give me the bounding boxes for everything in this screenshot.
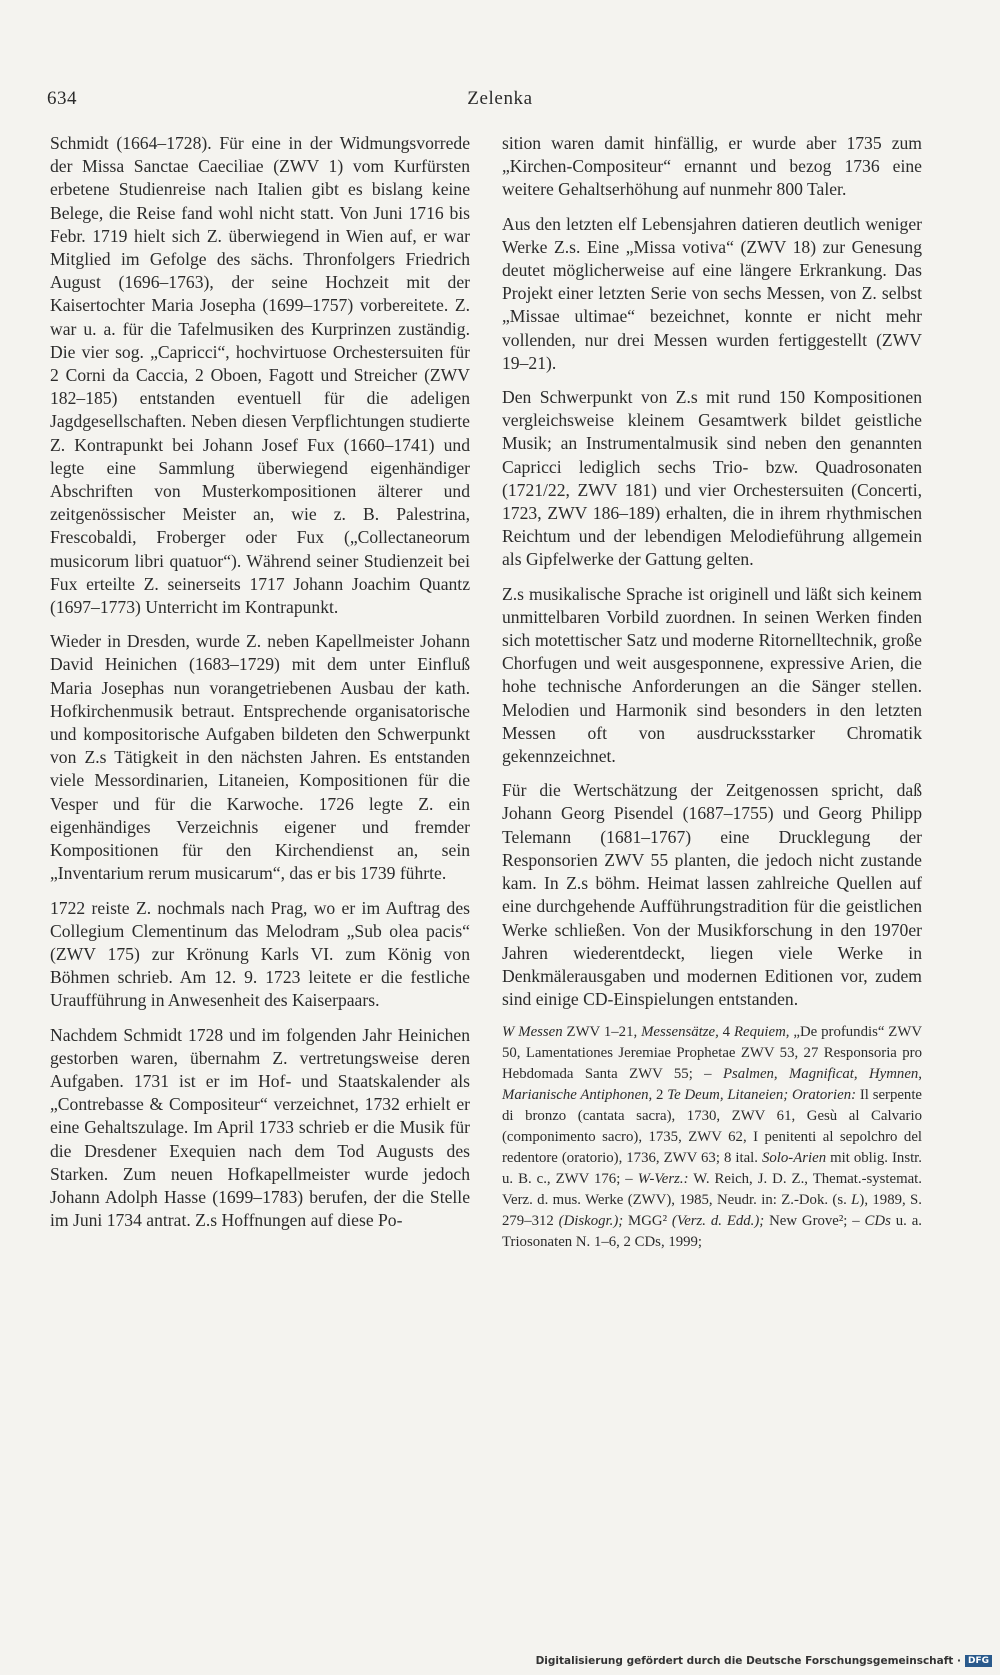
footer-text: Digitalisierung gefördert durch die Deutsche Forschungsgemeinschaft · bbox=[535, 1655, 961, 1667]
paragraph: 1722 reiste Z. nochmals nach Prag, wo er im Auftrag des Collegium Clementinum das Melodram „Sub olea pacis“ (ZWV 175) zur Krönung Karls VI. zum König von Böhmen schrieb. Am 12. 9. 1723 leitete er die festliche Uraufführung in Anwesenheit des Kaiserpaars. bbox=[50, 897, 470, 1011]
page-number: 634 bbox=[47, 88, 77, 109]
paragraph: Wieder in Dresden, wurde Z. neben Kapellmeister Johann David Heinichen (1683–1729) mit dem unter Einfluß Maria Josephas nun vorangetriebenen Ausbau der kath. Hofkirchenmusik betraut. Entsprechende organisatorische und kompositorische Aufgaben bildeten den Schwerpunkt von Z.s Tätigkeit in den nächsten Jahren. Es entstanden viele Messordinarien, Litaneien, Kompositionen für die Vesper und für die Karwoche. 1726 legte Z. ein eigenhändiges Verzeichnis eigener und fremder Kompositionen für den Kirchendienst an, sein „Inventarium rerum musicarum“, das er bis 1739 führte. bbox=[50, 631, 470, 884]
left-column bbox=[50, 132, 470, 1243]
paragraph: Z.s musikalische Sprache ist originell und läßt sich keinem unmittelbaren Vorbild zuordnen. In seinen Werken finden sich motettischer Satz und moderne Ritornelltechnik, große Chorfugen und weit ausgesponnene, expressive Arien, die hohe technische Anforderungen an die Sänger stellen. Melodien und Harmonik sind besonders in den letzten Messen oft von ausdrucksstarker Chromatik gekennzeichnet. bbox=[502, 583, 922, 767]
bibliography: W Messen ZWV 1–21, Messensätze, 4 Requiem, „De profundis“ ZWV 50, Lamentationes Jeremiae Prophetae ZWV 53, 27 Responsoria pro Hebdomada Santa ZWV 55; – Psalmen, Magnificat, Hymnen, Marianische Antiphonen, 2 Te Deum, Litaneien; Oratorien: Il serpente di bronzo (cantata sacra), 1730, ZWV 61, Gesù al Calvario (componimento sacro), 1735, ZWV 62, I penitenti al sepolchro del redentore (oratorio), 1736, ZWV 63; 8 ital. Solo-Arien mit oblig. Instr. u. B. c., ZWV 176; – W-Verz.: W. Reich, J. D. Z., Themat.-systemat. Verz. d. mus. Werke (ZWV), 1985, Neudr. in: Z.-Dok. (s. L), 1989, S. 279–312 (Diskogr.); MGG² (Verz. d. Edd.); New Grove²; – CDs u. a. Triosonaten N. 1–6, 2 CDs, 1999; bbox=[502, 1024, 923, 1251]
paragraph: Den Schwerpunkt von Z.s mit rund 150 Kompositionen vergleichsweise kleinem Gesamtwerk bildet geistliche Musik; an Instrumentalmusik sind neben den genannten Capricci lediglich sechs Trio- bzw. Quadrosonaten (1721/22, ZWV 181) und vier Orchestersuiten (Concerti, 1723, ZWV 186–189) erhalten, die in ihrem rhythmischen Reichtum und der lebendigen Melodieführung allgemein als Gipfelwerke der Gattung gelten. bbox=[502, 387, 922, 570]
paragraph: sition waren damit hinfällig, er wurde aber 1735 zum „Kirchen-Compositeur“ ernannt und bezog 1736 eine weitere Gehaltserhöhung auf nunmehr 800 Taler. bbox=[502, 133, 922, 200]
dfg-logo: DFG bbox=[965, 1655, 992, 1667]
paragraph: Schmidt (1664–1728). Für eine in der Widmungsvorrede der Missa Sanctae Caeciliae (ZWV 1) vom Kurfürsten erbetene Studienreise nach Italien gibt es bislang keine Belege, die Reise fand wohl nicht statt. Von Juni 1716 bis Febr. 1719 hielt sich Z. überwiegend in Wien auf, er war Mitglied im Gefolge des sächs. Thronfolgers Friedrich August (1696–1763), der seine Hochzeit mit der Kaisertochter Maria Josepha (1699–1757) vorbereitete. Z. war u. a. für die Tafelmusiken des Kurprinzen zuständig. Die vier sog. „Capricci“, hochvirtuose Orchestersuiten für 2 Corni da Caccia, 2 Oboen, Fagott und Streicher (ZWV 182–185) entstanden eventuell für die adeligen Jagdgesellschaften. Neben diesen Verpflichtungen studierte Z. Kontrapunkt bei Johann Josef Fux (1660–1741) und legte eine Sammlung überwiegend eigenhändiger Abschriften von Musterkompositionen älterer und zeitgenössischer Meister an, wie z. B. Palestrina, Frescobaldi, Froberger oder Fux („Collectaneorum musicorum libri quatuor“). Während seiner Studienzeit bei Fux erteilte Z. seinerseits 1717 Johann Joachim Quantz (1697–1773) Unterricht im Kontrapunkt. bbox=[50, 133, 470, 618]
running-head: Zelenka bbox=[467, 88, 533, 109]
paragraph: Aus den letzten elf Lebensjahren datieren deutlich weniger Werke Z.s. Eine „Missa votiva“ (ZWV 18) zur Genesung deutet möglicherweise auf eine längere Erkrankung. Das Projekt einer letzten Serie von sechs Messen, von Z. selbst „Missae ultimae“ bezeichnet, konnte er nicht mehr vollenden, nur drei Messen wurden fertiggestellt (ZWV 19–21). bbox=[502, 213, 922, 373]
right-column bbox=[502, 132, 922, 1253]
paragraph: Für die Wertschätzung der Zeitgenossen spricht, daß Johann Georg Pisendel (1687–1755) und Georg Philipp Telemann (1681–1767) eine Drucklegung der Responsorien ZWV 55 planten, die jedoch nicht zustande kam. In Z.s böhm. Heimat lassen zahlreiche Quellen auf eine durchgehende Aufführungstradition für die geistlichen Werke schließen. Von der Musikforschung in den 1970er Jahren wiederentdeckt, liegen viele Werke in Denkmälerausgaben und modernen Editionen vor, zudem sind einige CD-Einspielungen entstanden. bbox=[502, 780, 922, 1010]
paragraph: Nachdem Schmidt 1728 und im folgenden Jahr Heinichen gestorben waren, übernahm Z. vertretungsweise deren Aufgaben. 1731 ist er im Hof- und Staatskalender als „Contrebasse & Compositeur“ verzeichnet, 1732 erhielt er eine Gehaltszulage. Im April 1733 schrieb er die Musik für die Dresdener Exequien nach dem Tod Augusts des Starken. Zum neuen Hofkapellmeister wurde jedoch Johann Adolph Hasse (1699–1783) berufen, der die Stelle im Juni 1734 antrat. Z.s Hoffnungen auf diese Po- bbox=[50, 1024, 470, 1231]
footer-credit bbox=[536, 1655, 992, 1667]
